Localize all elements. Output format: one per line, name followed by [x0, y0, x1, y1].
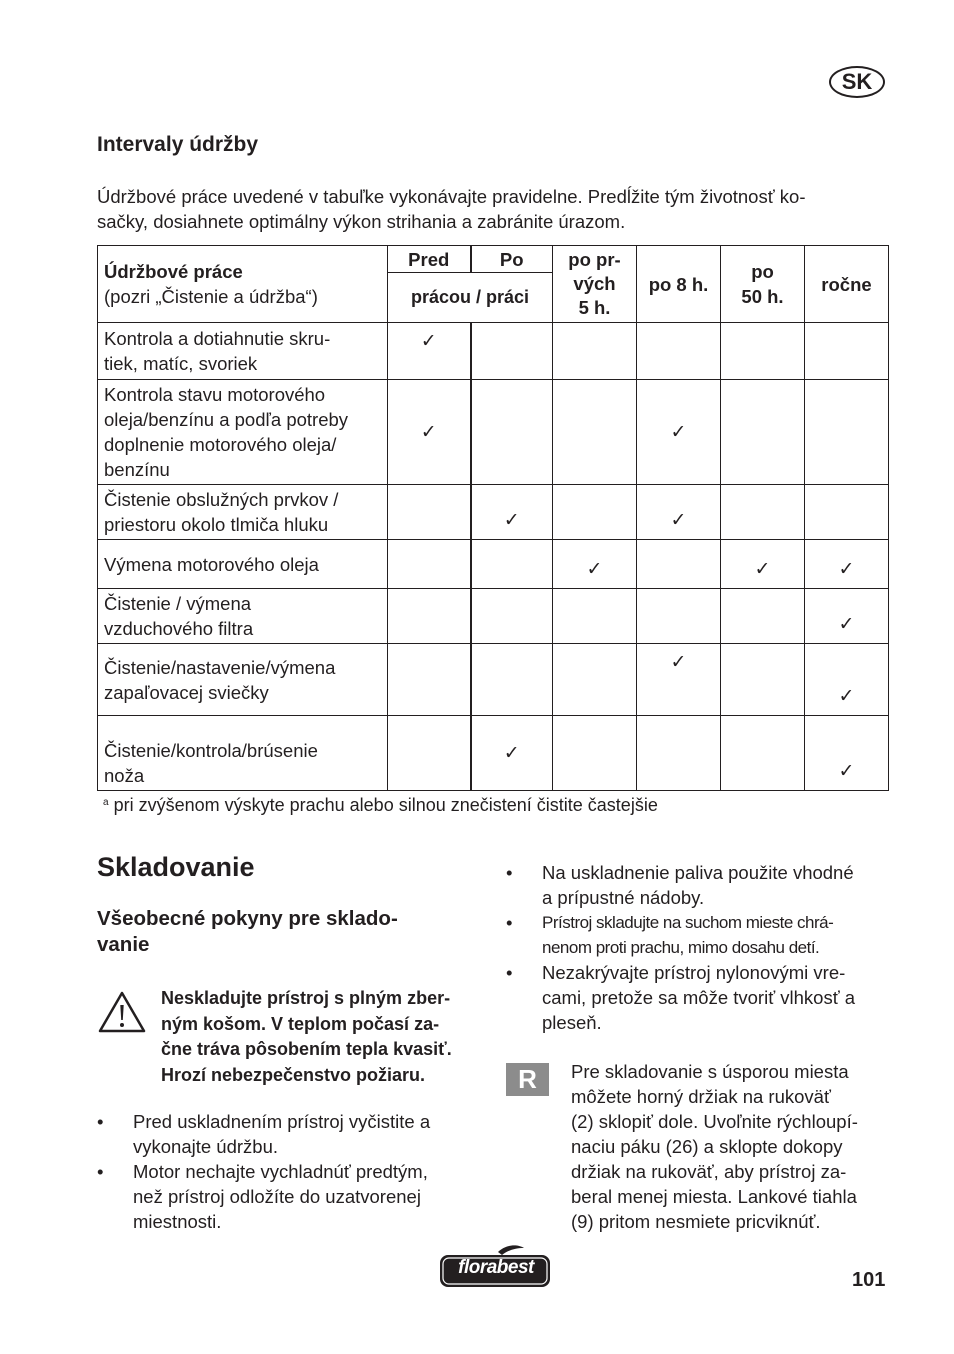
header-po: Po: [471, 246, 553, 273]
table-row: [98, 540, 889, 589]
table-row: [98, 716, 889, 791]
check-mark: ✓: [637, 380, 721, 485]
empty-cell: [388, 589, 471, 644]
storage-subheading: Všeobecné pokyny pre sklado- vanie: [97, 907, 398, 956]
footnote-text: pri zvýšenom výskyte prachu alebo silnou znečistení čistite častejšie: [113, 795, 658, 815]
note-icon: R: [506, 1063, 549, 1096]
task-cell: Čistenie obslužných prvkov / priestoru okolo tlmiča hluku: [98, 485, 388, 540]
bullet-icon: •: [506, 912, 513, 933]
check-mark: ✓: [805, 644, 889, 716]
list-item-text: Prístroj skladujte na suchom mieste chrá- nenom proti prachu, mimo dosahu detí.: [542, 913, 834, 957]
empty-cell: [721, 589, 805, 644]
empty-cell: [721, 485, 805, 540]
header-work: prácou / práci: [388, 273, 553, 323]
list-item-text: Na uskladnenie paliva použite vhodné a prípustné nádoby.: [542, 862, 854, 908]
maintenance-table: [97, 245, 889, 791]
task-cell: Čistenie / výmena vzduchového filtra: [98, 589, 388, 644]
empty-cell: [388, 485, 471, 540]
task-cell: Kontrola a dotiahnutie skru- tiek, matíc, svoriek: [98, 323, 388, 380]
header-task-note: (pozri „Čistenie a údržba“): [104, 286, 318, 307]
empty-cell: [553, 485, 637, 540]
check-mark: ✓: [805, 540, 889, 589]
list-item: [97, 1159, 477, 1234]
check-mark: ✓: [637, 644, 721, 716]
check-mark: ✓: [721, 540, 805, 589]
empty-cell: [637, 716, 721, 791]
task-cell: Čistenie/kontrola/brúsenie noža: [98, 716, 388, 791]
maintenance-heading: Intervaly údržby: [97, 133, 259, 156]
note-text: Pre skladovanie s úsporou miesta môžete horný držiak na rukoväť (2) sklopiť dole. Uvoľnite rýchloupí- naciu páku (26) a sklopte dokopy držiak na rukoväť, aby prístroj za- beral menej miesta. Lankové tiahla (9) pritom nesmiete pricviknúť.: [571, 1061, 858, 1232]
empty-cell: [805, 485, 889, 540]
page-number: 101: [852, 1269, 886, 1291]
empty-cell: [637, 589, 721, 644]
empty-cell: [388, 540, 471, 589]
empty-cell: [721, 716, 805, 791]
empty-cell: [471, 540, 553, 589]
table-row: [98, 644, 889, 716]
empty-cell: [553, 380, 637, 485]
header-task: [98, 246, 388, 323]
header-first-5h: po pr- vých 5 h.: [553, 246, 637, 323]
bullet-icon: •: [97, 1161, 104, 1182]
empty-cell: [805, 323, 889, 380]
empty-cell: [553, 589, 637, 644]
empty-cell: [471, 323, 553, 380]
footnote-mark: a: [103, 797, 109, 808]
header-yearly: ročne: [805, 246, 889, 323]
right-bullet-list: [506, 860, 901, 1035]
empty-cell: [471, 589, 553, 644]
check-mark: ✓: [388, 380, 471, 485]
check-mark: ✓: [637, 485, 721, 540]
language-badge: SK: [829, 66, 885, 98]
left-bullet-list: [97, 1109, 477, 1234]
empty-cell: [637, 323, 721, 380]
warning-text: Neskladujte prístroj s plným zber- ným košom. V teplom počasí za- čne tráva pôsobením tepla kvasiť. Hrozí nebezpečenstvo požiaru.: [161, 988, 452, 1085]
check-mark: ✓: [388, 323, 471, 380]
check-mark: ✓: [471, 716, 553, 791]
empty-cell: [553, 716, 637, 791]
task-cell: Čistenie/nastavenie/výmena zapaľovacej sviečky: [98, 644, 388, 716]
table-footnote: [103, 795, 658, 816]
list-item: [506, 860, 901, 910]
empty-cell: [721, 644, 805, 716]
empty-cell: [388, 644, 471, 716]
list-item-text: Motor nechajte vychladnúť predtým, než prístroj odložíte do uzatvorenej miestnosti.: [133, 1161, 428, 1232]
logo-text: florabest: [458, 1257, 534, 1278]
maintenance-intro: Údržbové práce uvedené v tabuľke vykonávajte pravidelne. Predĺžite tým životnosť ko- sačky, dosiahnete optimálny výkon strihania a zabránite úrazom.: [97, 186, 806, 232]
empty-cell: [553, 644, 637, 716]
check-mark: ✓: [805, 589, 889, 644]
empty-cell: [805, 380, 889, 485]
table-row: [98, 323, 889, 380]
warning-icon: [97, 990, 147, 1034]
empty-cell: [388, 716, 471, 791]
empty-cell: [637, 540, 721, 589]
list-item: [506, 960, 901, 1035]
header-task-title: Údržbové práce: [104, 261, 243, 282]
table-row: [98, 485, 889, 540]
header-50h: po 50 h.: [721, 246, 805, 323]
empty-cell: [553, 323, 637, 380]
header-pred: Pred: [388, 246, 471, 273]
header-8h: po 8 h.: [637, 246, 721, 323]
check-mark: ✓: [553, 540, 637, 589]
table-row: [98, 380, 889, 485]
storage-heading: Skladovanie: [97, 852, 255, 882]
bullet-icon: •: [97, 1111, 104, 1132]
empty-cell: [471, 380, 553, 485]
task-cell: Výmena motorového oleja: [98, 540, 388, 589]
check-mark: ✓: [471, 485, 553, 540]
task-cell: Kontrola stavu motorového oleja/benzínu a podľa potreby doplnenie motorového oleja/ benzínu: [98, 380, 388, 485]
empty-cell: [721, 380, 805, 485]
check-mark: ✓: [805, 716, 889, 791]
bullet-icon: •: [506, 862, 513, 883]
list-item-text: Pred uskladnením prístroj vyčistite a vykonajte údržbu.: [133, 1111, 431, 1157]
table-row: [98, 589, 889, 644]
list-item: [97, 1109, 477, 1159]
bullet-icon: •: [506, 962, 513, 983]
list-item-text: Nezakrývajte prístroj nylonovými vre- cami, pretože sa môže tvoriť vlhkosť a pleseň.: [542, 962, 856, 1033]
list-item: [506, 910, 901, 960]
empty-cell: [721, 323, 805, 380]
empty-cell: [471, 644, 553, 716]
